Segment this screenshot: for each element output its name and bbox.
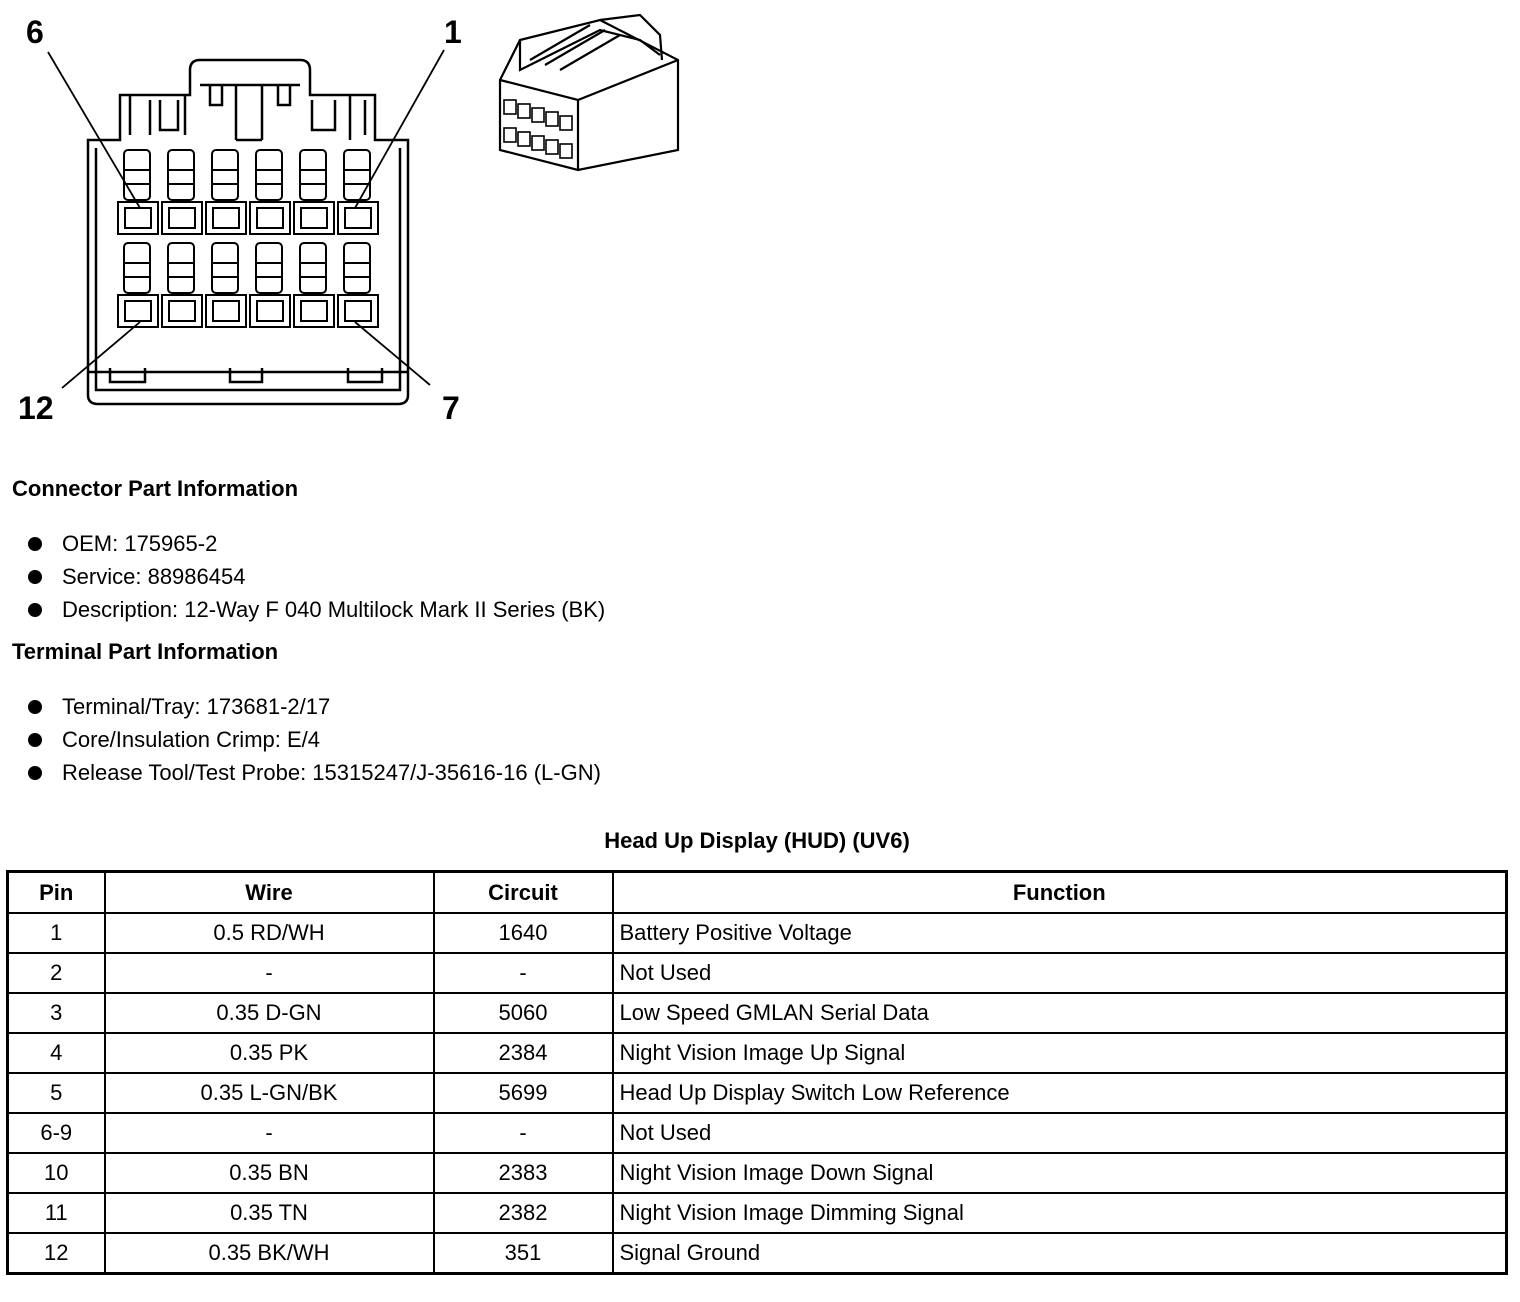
cell-circuit: 5699 xyxy=(434,1073,613,1113)
column-header-wire: Wire xyxy=(105,872,434,914)
cell-function: Not Used xyxy=(613,1113,1507,1153)
table-row xyxy=(8,1153,1507,1193)
cell-function: Night Vision Image Down Signal xyxy=(613,1153,1507,1193)
cell-wire: 0.35 BN xyxy=(105,1153,434,1193)
cell-pin: 6-9 xyxy=(8,1113,105,1153)
bullet-icon xyxy=(28,537,42,551)
connector-isometric-view xyxy=(500,15,678,170)
table-title: Head Up Display (HUD) (UV6) xyxy=(604,828,910,853)
connector-part-heading: Connector Part Information xyxy=(12,476,299,501)
cell-circuit: 1640 xyxy=(434,913,613,953)
column-header-circuit: Circuit xyxy=(434,872,613,914)
connector-part-list xyxy=(28,527,605,626)
bullet-icon xyxy=(28,733,42,747)
cell-pin: 10 xyxy=(8,1153,105,1193)
cell-function: Head Up Display Switch Low Reference xyxy=(613,1073,1507,1113)
cell-function: Night Vision Image Up Signal xyxy=(613,1033,1507,1073)
cell-circuit: 5060 xyxy=(434,993,613,1033)
cell-wire: 0.35 TN xyxy=(105,1193,434,1233)
cell-circuit: - xyxy=(434,953,613,993)
terminal-part-heading: Terminal Part Information xyxy=(12,639,279,664)
column-header-function: Function xyxy=(613,872,1507,914)
cell-circuit: 351 xyxy=(434,1233,613,1274)
cell-pin: 3 xyxy=(8,993,105,1033)
connector-housing xyxy=(88,60,408,404)
table-row xyxy=(8,993,1507,1033)
cell-function: Night Vision Image Dimming Signal xyxy=(613,1193,1507,1233)
bullet-icon xyxy=(28,603,42,617)
cell-function: Battery Positive Voltage xyxy=(613,913,1507,953)
pin-label-1: 1 xyxy=(444,14,462,50)
cell-circuit: 2384 xyxy=(434,1033,613,1073)
cavity-row-top xyxy=(118,150,378,234)
cell-circuit: 2383 xyxy=(434,1153,613,1193)
cell-wire: 0.35 L-GN/BK xyxy=(105,1073,434,1113)
bullet-icon xyxy=(28,766,42,780)
cell-pin: 1 xyxy=(8,913,105,953)
table-row xyxy=(8,1193,1507,1233)
bullet-icon xyxy=(28,570,42,584)
cell-pin: 4 xyxy=(8,1033,105,1073)
cavity-row-bottom xyxy=(118,243,378,327)
cell-wire: 0.35 D-GN xyxy=(105,993,434,1033)
cell-wire: 0.5 RD/WH xyxy=(105,913,434,953)
table-row xyxy=(8,913,1507,953)
table-row xyxy=(8,1033,1507,1073)
column-header-pin: Pin xyxy=(8,872,105,914)
pin-label-12: 12 xyxy=(18,390,54,426)
cell-circuit: 2382 xyxy=(434,1193,613,1233)
list-item: Release Tool/Test Probe: 15315247/J-35616-16 (L-GN) xyxy=(28,756,601,789)
table-row xyxy=(8,1073,1507,1113)
list-item: OEM: 175965-2 xyxy=(28,527,605,560)
cell-function: Not Used xyxy=(613,953,1507,993)
cell-wire: - xyxy=(105,1113,434,1153)
cell-circuit: - xyxy=(434,1113,613,1153)
table-row xyxy=(8,1113,1507,1153)
list-item: Core/Insulation Crimp: E/4 xyxy=(28,723,601,756)
cell-pin: 12 xyxy=(8,1233,105,1274)
cell-pin: 5 xyxy=(8,1073,105,1113)
list-item: Service: 88986454 xyxy=(28,560,605,593)
list-item: Terminal/Tray: 173681-2/17 xyxy=(28,690,601,723)
table-row xyxy=(8,953,1507,993)
cell-wire: 0.35 BK/WH xyxy=(105,1233,434,1274)
bullet-icon xyxy=(28,700,42,714)
pin-label-6: 6 xyxy=(26,14,44,50)
table-header-row xyxy=(8,872,1507,914)
pinout-table xyxy=(6,870,1508,1275)
terminal-part-list xyxy=(28,690,601,789)
table-row xyxy=(8,1233,1507,1274)
cell-wire: 0.35 PK xyxy=(105,1033,434,1073)
cell-function: Signal Ground xyxy=(613,1233,1507,1274)
cell-pin: 2 xyxy=(8,953,105,993)
cell-pin: 11 xyxy=(8,1193,105,1233)
cell-function: Low Speed GMLAN Serial Data xyxy=(613,993,1507,1033)
cell-wire: - xyxy=(105,953,434,993)
connector-face-diagram xyxy=(0,0,700,440)
list-item: Description: 12-Way F 040 Multilock Mark II Series (BK) xyxy=(28,593,605,626)
pin-label-7: 7 xyxy=(442,390,460,426)
